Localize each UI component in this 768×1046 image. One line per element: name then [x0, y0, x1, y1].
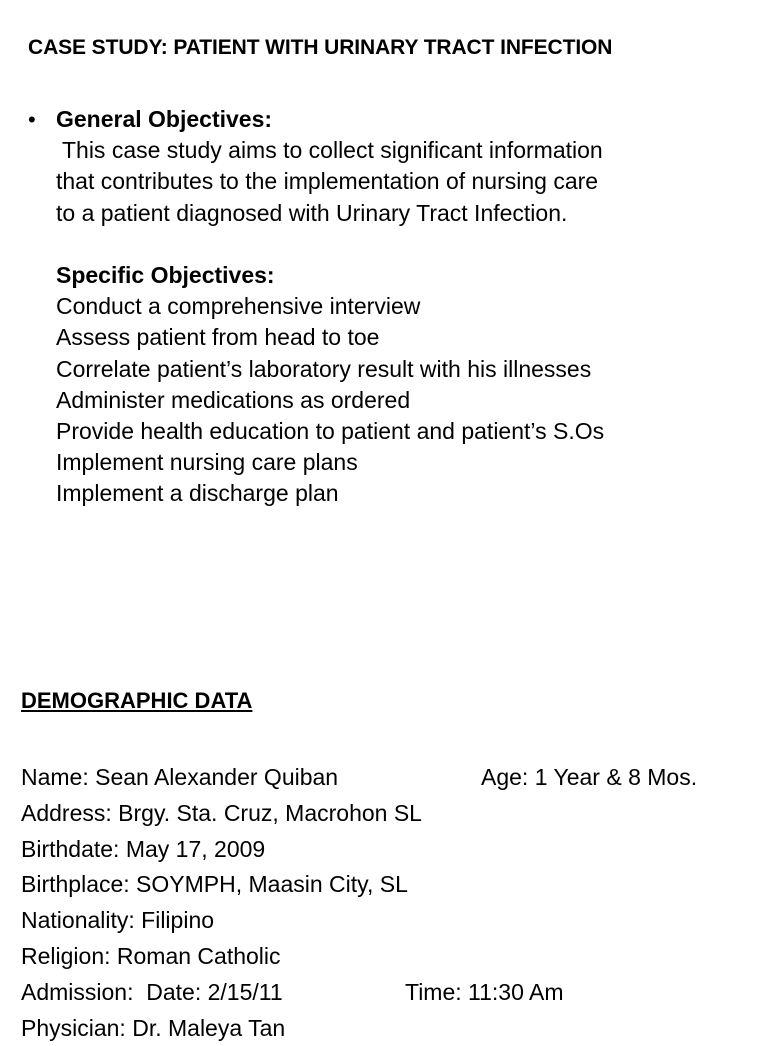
patient-birthplace: Birthplace: SOYMPH, Maasin City, SL: [21, 871, 408, 898]
general-objectives-heading: General Objectives:: [56, 106, 273, 132]
specific-objective-item: Provide health education to patient and patient’s S.Os: [56, 417, 605, 444]
patient-age: Age: 1 Year & 8 Mos.: [481, 764, 698, 790]
objectives-section: [56, 104, 756, 509]
specific-objective-item: Assess patient from head to toe: [56, 324, 380, 351]
general-objectives-line: This case study aims to collect significant information: [56, 137, 603, 164]
patient-religion: Religion: Roman Catholic: [21, 942, 281, 969]
admission-row: [21, 975, 761, 1011]
general-objectives-line: that contributes to the implementation of nursing care: [56, 168, 599, 195]
patient-name: Name: Sean Alexander Quiban: [21, 764, 339, 790]
specific-objective-item: Correlate patient’s laboratory result with his illnesses: [56, 355, 592, 382]
specific-objectives-heading: Specific Objectives:: [56, 261, 275, 288]
specific-objective-item: Implement a discharge plan: [56, 480, 339, 507]
specific-objective-item: Administer medications as ordered: [56, 386, 411, 413]
patient-address: Address: Brgy. Sta. Cruz, Macrohon SL: [21, 799, 422, 826]
specific-objective-item: Implement nursing care plans: [56, 449, 358, 476]
bullet-marker: •: [28, 107, 36, 132]
demographic-data-heading: DEMOGRAPHIC DATA: [21, 688, 253, 713]
admission-date: Admission: Date: 2/15/11: [21, 978, 283, 1005]
patient-birthdate: Birthdate: May 17, 2009: [21, 835, 266, 862]
admission-time: Time: 11:30 Am: [405, 978, 564, 1005]
patient-nationality: Nationality: Filipino: [21, 907, 215, 934]
patient-physician: Physician: Dr. Maleya Tan: [21, 1014, 286, 1041]
demographic-section: [21, 760, 761, 1046]
case-study-title: CASE STUDY: PATIENT WITH URINARY TRACT INFECTION: [28, 36, 613, 59]
spacer: [56, 229, 756, 260]
specific-objective-item: Conduct a comprehensive interview: [56, 293, 421, 320]
name-age-row: [21, 760, 761, 796]
general-objectives-line: to a patient diagnosed with Urinary Tract Infection.: [56, 199, 568, 226]
